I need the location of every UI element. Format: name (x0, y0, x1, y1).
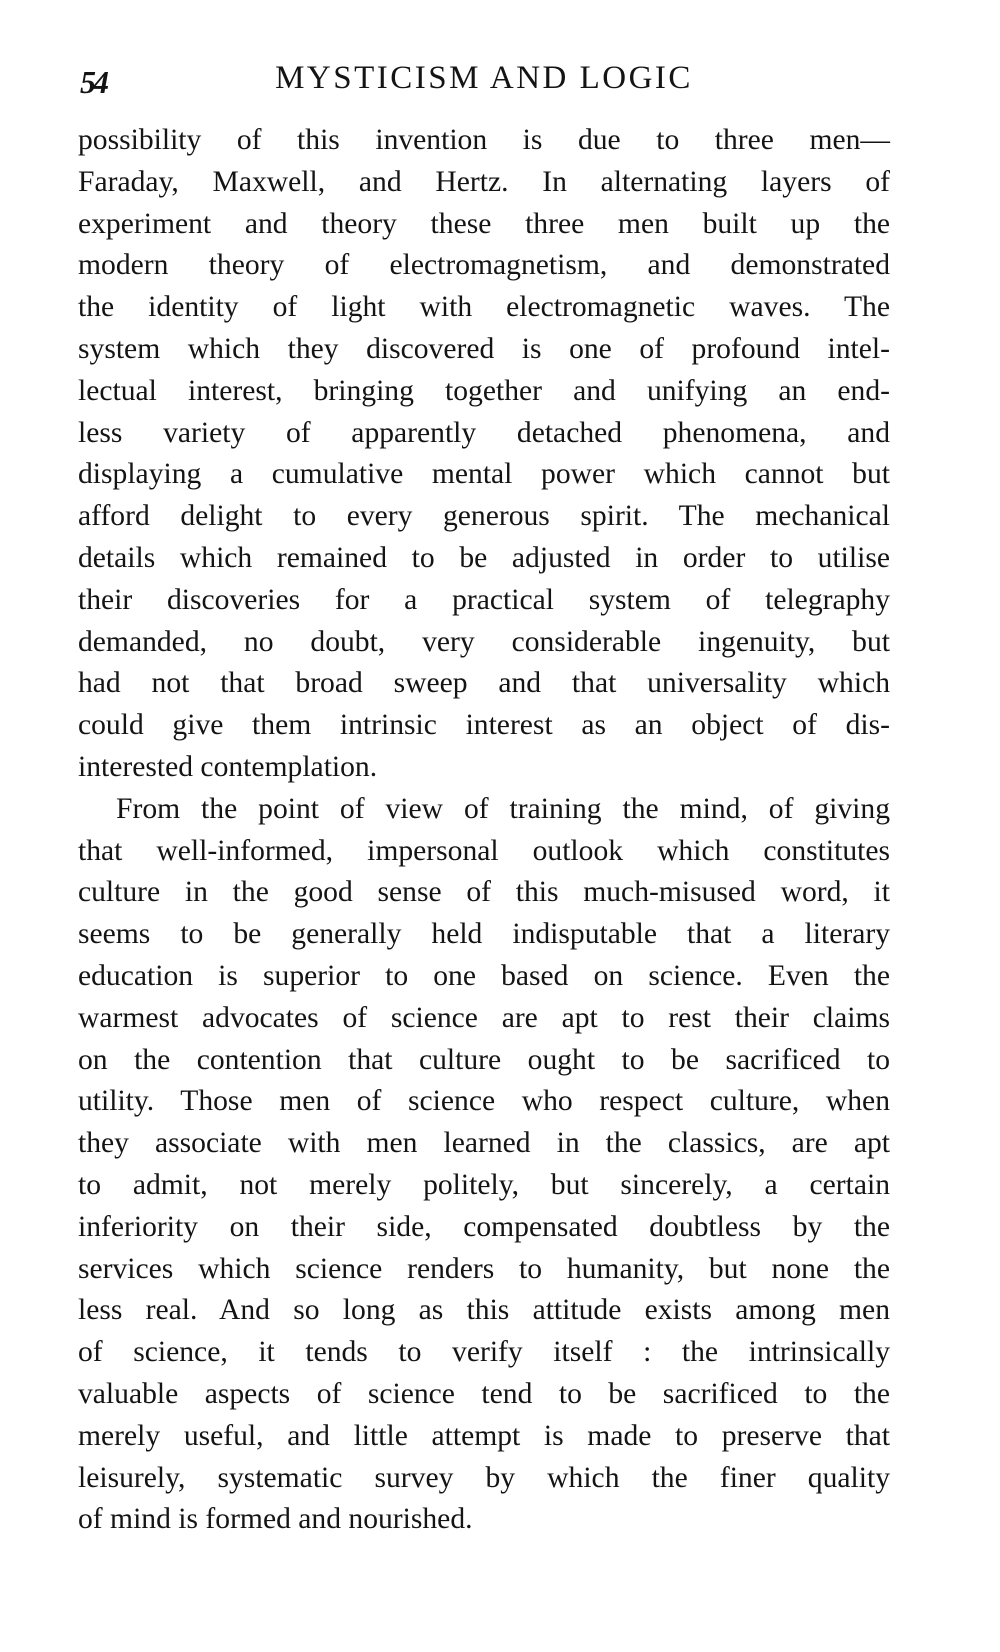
text-line: utility. Those men of science who respect culture, when (78, 1085, 890, 1118)
text-line: less real. And so long as this attitude exists among men (78, 1294, 890, 1327)
text-line: could give them intrinsic interest as an object of dis- (78, 709, 890, 742)
text-line: valuable aspects of science tend to be sacrificed to the (78, 1377, 890, 1410)
book-page (78, 58, 890, 1541)
text-line: modern theory of electromagnetism, and demonstrated (78, 249, 890, 282)
text-line: Faraday, Maxwell, and Hertz. In alternating layers of (78, 165, 890, 198)
text-line: of mind is formed and nourished. (78, 1503, 473, 1536)
page-number: 54 (80, 64, 106, 100)
text-line: merely useful, and little attempt is made to preserve that (78, 1419, 890, 1452)
text-line: interested contemplation. (78, 750, 378, 783)
text-line: seems to be generally held indisputable that a literary (78, 918, 890, 951)
text-line: warmest advocates of science are apt to rest their claims (78, 1001, 890, 1034)
body-text (78, 120, 890, 1541)
text-line: leisurely, systematic survey by which the finer quality (78, 1461, 890, 1494)
text-line: system which they discovered is one of profound intel- (78, 332, 890, 365)
text-line: details which remained to be adjusted in order to utilise (78, 541, 890, 574)
text-line: services which science renders to humanity, but none the (78, 1252, 890, 1285)
text-line: that well-informed, impersonal outlook which constitutes (78, 834, 890, 867)
text-line: lectual interest, bringing together and unifying an end- (78, 374, 890, 407)
text-line: education is superior to one based on science. Even the (78, 959, 890, 992)
text-line: displaying a cumulative mental power which cannot but (78, 458, 890, 491)
text-line: afford delight to every generous spirit. The mechanical (78, 500, 890, 533)
text-line: experiment and theory these three men built up the (78, 207, 890, 240)
text-line: to admit, not merely politely, but sincerely, a certain (78, 1168, 890, 1201)
text-line: they associate with men learned in the classics, are apt (78, 1127, 890, 1160)
text-line: inferiority on their side, compensated doubtless by the (78, 1210, 890, 1243)
text-line: on the contention that culture ought to be sacrificed to (78, 1043, 890, 1076)
text-line: had not that broad sweep and that universality which (78, 667, 890, 700)
text-line: From the point of view of training the mind, of giving (116, 792, 890, 825)
paragraph-2 (78, 789, 890, 1541)
text-line: culture in the good sense of this much-misused word, it (78, 876, 890, 909)
text-line: of science, it tends to verify itself : the intrinsically (78, 1336, 890, 1369)
text-line: demanded, no doubt, very considerable ingenuity, but (78, 625, 890, 658)
text-line: the identity of light with electromagnetic waves. The (78, 291, 890, 324)
text-line: possibility of this invention is due to three men— (78, 124, 890, 156)
running-title: MYSTICISM AND LOGIC (275, 60, 693, 96)
page-header (78, 58, 890, 110)
text-line: less variety of apparently detached phenomena, and (78, 416, 890, 449)
text-line: their discoveries for a practical system of telegraphy (78, 583, 890, 616)
paragraph-1 (78, 120, 890, 789)
